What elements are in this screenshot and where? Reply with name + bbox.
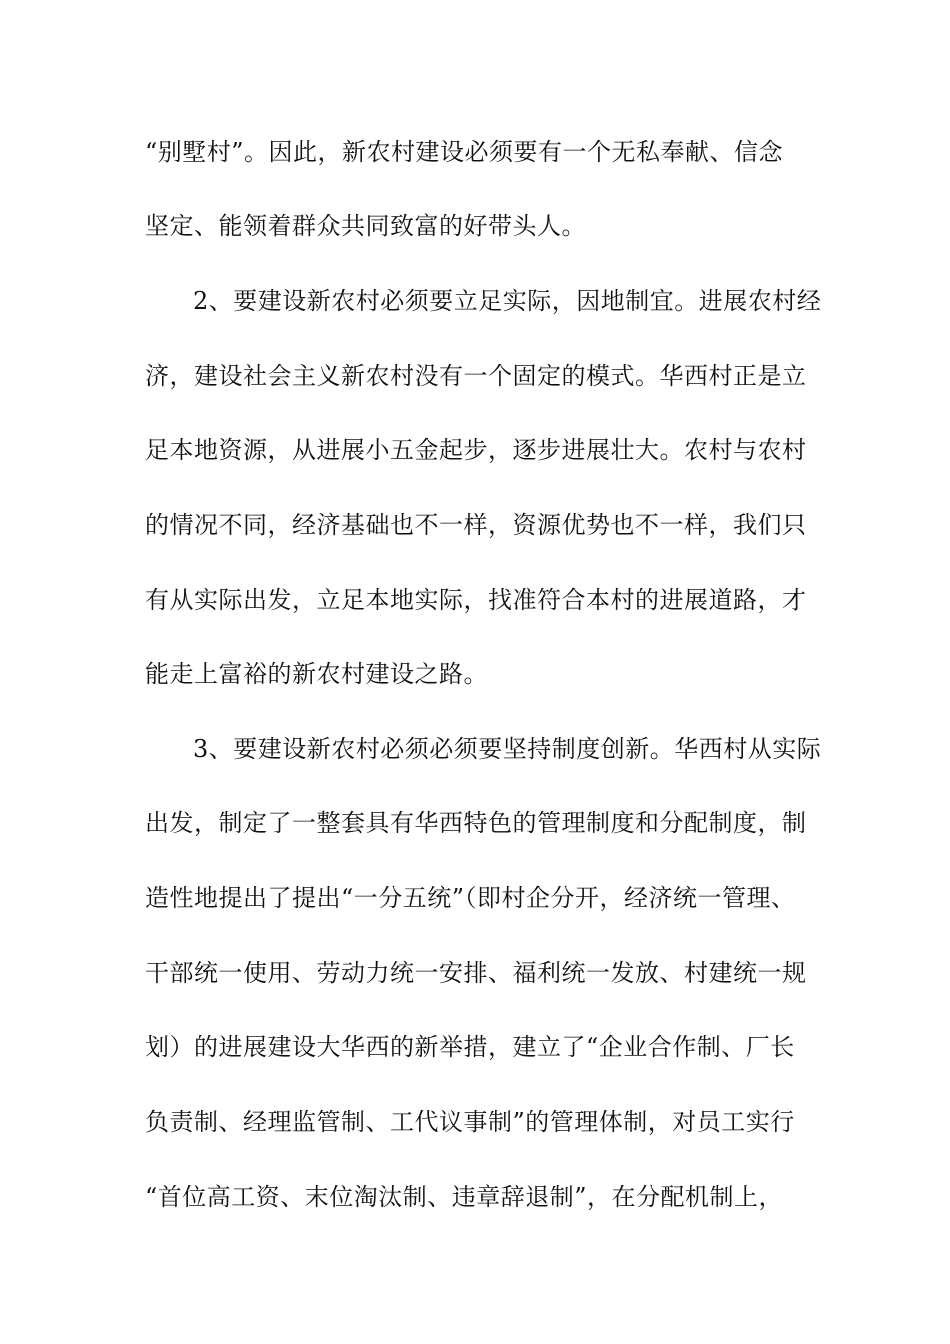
paragraph-line: 足本地资源，从进展小五金起步，逐步进展壮大。农村与农村 — [145, 436, 807, 464]
paragraph-line: 出发，制定了一整套具有华西特色的管理制度和分配制度，制 — [145, 809, 807, 837]
paragraph-line-indented: 3、要建设新农村必须必须要坚持制度创新。华西村从实际 — [193, 735, 822, 763]
paragraph-line: 造性地提出了提出“一分五统”（即村企分开，经济统一管理、 — [145, 884, 796, 912]
paragraph-line-indented: 2、要建设新农村必须要立足实际，因地制宜。进展农村经 — [193, 287, 822, 315]
paragraph-line: 能走上富裕的新农村建设之路。 — [145, 660, 488, 688]
paragraph-line: “首位高工资、末位淘汰制、违章辞退制”，在分配机制上， — [145, 1183, 784, 1211]
paragraph-line: 济，建设社会主义新农村没有一个固定的模式。华西村正是立 — [145, 362, 807, 390]
paragraph-line: 坚定、能领着群众共同致富的好带头人。 — [145, 212, 586, 240]
paragraph-line: 划）的进展建设大华西的新举措，建立了“企业合作制、厂长 — [145, 1033, 795, 1061]
paragraph-line: “别墅村”。因此，新农村建设必须要有一个无私奉献、信念 — [145, 138, 784, 166]
paragraph-line: 的情况不同，经济基础也不一样，资源优势也不一样，我们只 — [145, 511, 807, 539]
paragraph-line: 有从实际出发，立足本地实际，找准符合本村的进展道路，才 — [145, 586, 807, 614]
paragraph-line: 负责制、经理监管制、工代议事制”的管理体制，对员工实行 — [145, 1108, 795, 1136]
paragraph-line: 干部统一使用、劳动力统一安排、福利统一发放、村建统一规 — [145, 959, 807, 987]
